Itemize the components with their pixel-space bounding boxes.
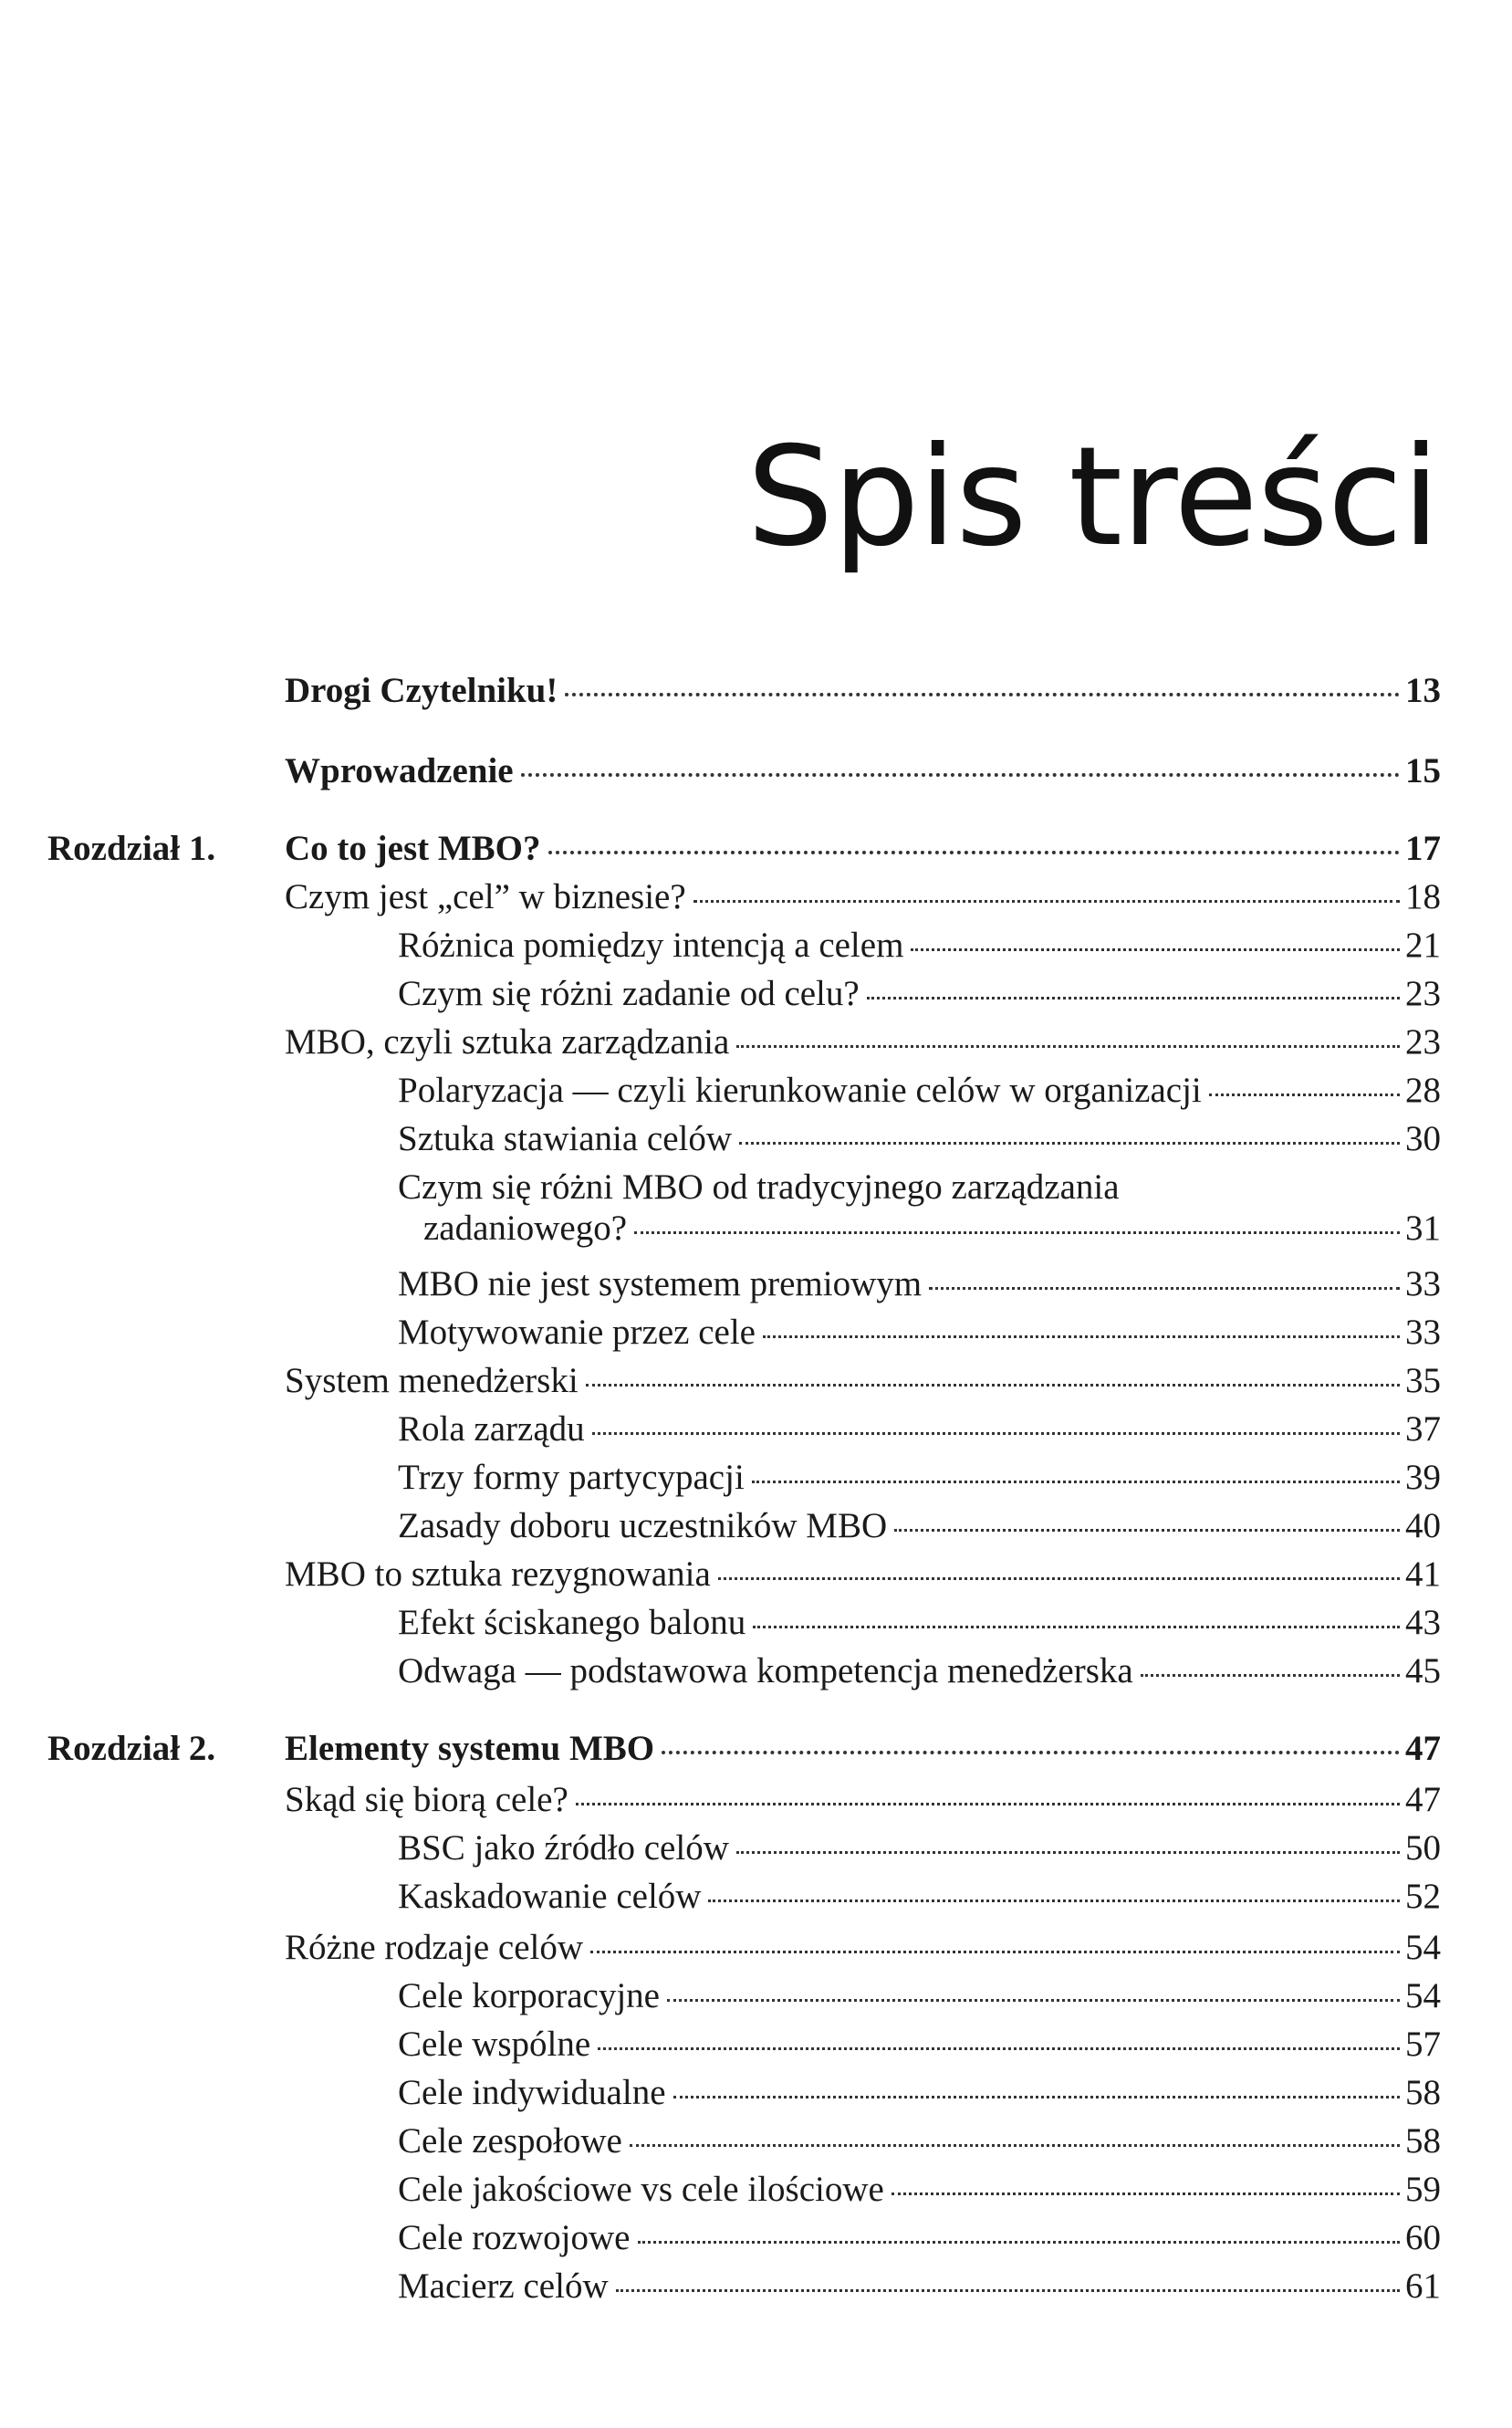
toc-entry[interactable]	[285, 1361, 1441, 1402]
toc-entry-label: Efekt ściskanego balonu	[398, 1603, 746, 1642]
toc-entry[interactable]	[398, 1313, 1441, 1354]
toc-entry[interactable]	[398, 926, 1441, 967]
toc-entry[interactable]	[398, 2073, 1441, 2114]
toc-entry-label: Elementy systemu MBO	[285, 1729, 655, 1768]
toc-entry-label: Cele jakościowe vs cele ilościowe	[398, 2170, 884, 2209]
toc-entry-page: 33	[1405, 1264, 1441, 1303]
leader-dots	[693, 900, 1400, 903]
toc-entry-page: 58	[1405, 2073, 1441, 2112]
toc-entry[interactable]	[398, 1651, 1441, 1692]
chapter-label: Rozdział 2.	[47, 1729, 216, 1768]
toc-entry-page: 23	[1405, 974, 1441, 1013]
toc-entry-label: Kaskadowanie celów	[398, 1877, 702, 1916]
leader-dots	[929, 1287, 1400, 1290]
leader-dots	[911, 948, 1400, 951]
toc-entry-page: 37	[1405, 1409, 1441, 1449]
toc-entry-label: BSC jako źródło celów	[398, 1828, 729, 1868]
toc-chapter-1[interactable]	[285, 829, 1441, 870]
toc-entry-label: Polaryzacja — czyli kierunkowanie celów w organizacji	[398, 1071, 1202, 1110]
toc-entry-label: MBO to sztuka rezygnowania	[285, 1554, 711, 1594]
toc-entry[interactable]	[398, 2121, 1441, 2162]
toc-entry-label: Cele wspólne	[398, 2025, 591, 2064]
toc-entry[interactable]	[398, 1409, 1441, 1450]
toc-entry-page: 50	[1405, 1828, 1441, 1868]
toc-entry-page: 41	[1405, 1554, 1441, 1594]
toc-entry[interactable]	[285, 1554, 1441, 1596]
toc-entry-label: Odwaga — podstawowa kompetencja menedżerska	[398, 1651, 1133, 1690]
toc-entry-label: Cele korporacyjne	[398, 1976, 660, 2015]
toc-entry[interactable]	[398, 1877, 1441, 1918]
toc-entry-page: 15	[1405, 751, 1441, 790]
leader-dots	[667, 1999, 1400, 2002]
leader-dots	[576, 1803, 1400, 1805]
leader-dots	[548, 851, 1400, 854]
leader-dots	[753, 1626, 1400, 1628]
toc-entry-page: 13	[1405, 671, 1441, 710]
toc-entry[interactable]	[398, 1167, 1441, 1250]
toc-entry-page: 40	[1405, 1506, 1441, 1545]
toc-entry-page: 60	[1405, 2218, 1441, 2257]
toc-entry-label: Cele indywidualne	[398, 2073, 666, 2112]
toc-entry-label: Czym jest „cel” w biznesie?	[285, 877, 686, 916]
toc-entry-page: 18	[1405, 877, 1441, 916]
toc-entry-label: Czym się różni zadanie od celu?	[398, 974, 860, 1013]
toc-entry-page: 39	[1405, 1458, 1441, 1497]
toc-entry-label: Cele rozwojowe	[398, 2218, 631, 2257]
toc-entry[interactable]	[398, 2218, 1441, 2259]
leader-dots	[630, 2144, 1400, 2147]
leader-dots	[598, 2047, 1400, 2050]
toc-entry-label: System menedżerski	[285, 1361, 579, 1400]
toc-entry[interactable]	[398, 1071, 1441, 1112]
toc-entry-page: 57	[1405, 2025, 1441, 2064]
toc-entry-page: 47	[1405, 1729, 1441, 1768]
toc-chapter-2[interactable]	[285, 1729, 1441, 1770]
toc-entry-label: Sztuka stawiania celów	[398, 1119, 733, 1158]
toc-entry-label-continued: zadaniowego?	[423, 1208, 628, 1248]
toc-entry-label: Co to jest MBO?	[285, 829, 541, 868]
leader-dots	[634, 1231, 1400, 1234]
toc-entry-label: Drogi Czytelniku!	[285, 671, 558, 710]
toc-entry-page: 35	[1405, 1361, 1441, 1400]
toc-entry[interactable]	[398, 1976, 1441, 2017]
toc-entry-page: 23	[1405, 1022, 1441, 1062]
toc-entry[interactable]	[285, 1022, 1441, 1063]
leader-dots	[739, 1142, 1400, 1145]
toc-entry-label: MBO, czyli sztuka zarządzania	[285, 1022, 730, 1062]
leader-dots	[736, 1851, 1400, 1854]
toc-entry-page: 54	[1405, 1928, 1441, 1967]
toc-entry-page: 17	[1405, 829, 1441, 868]
leader-dots	[894, 1529, 1400, 1532]
leader-dots	[763, 1335, 1400, 1338]
leader-dots	[638, 2241, 1401, 2244]
leader-dots	[867, 997, 1400, 999]
toc-entry-label: Zasady doboru uczestników MBO	[398, 1506, 888, 1545]
toc-entry-label: Czym się różni MBO od tradycyjnego zarządzania	[398, 1167, 1120, 1207]
toc-entry[interactable]	[398, 1828, 1441, 1869]
toc-entry-label: MBO nie jest systemem premiowym	[398, 1264, 923, 1303]
toc-entry-page: 43	[1405, 1603, 1441, 1642]
leader-dots	[1141, 1674, 1400, 1677]
toc-entry-label: Motywowanie przez cele	[398, 1313, 756, 1352]
leader-dots	[718, 1577, 1400, 1580]
toc-entry-page: 58	[1405, 2121, 1441, 2161]
toc-entry-label: Trzy formy partycypacji	[398, 1458, 745, 1497]
leader-dots	[892, 2193, 1400, 2195]
leader-dots	[662, 1751, 1400, 1754]
toc-entry-label: Rola zarządu	[398, 1409, 585, 1449]
toc-entry-page: 45	[1405, 1651, 1441, 1690]
toc-entry-page: 21	[1405, 926, 1441, 965]
toc-entry-label: Różnica pomiędzy intencją a celem	[398, 926, 904, 965]
toc-entry[interactable]	[398, 2025, 1441, 2066]
leader-dots	[1209, 1094, 1400, 1096]
chapter-label: Rozdział 1.	[47, 829, 216, 868]
toc-entry[interactable]	[398, 974, 1441, 1015]
toc-entry-page: 30	[1405, 1119, 1441, 1158]
page-title: Spis treści	[746, 418, 1439, 577]
toc-entry[interactable]	[398, 1458, 1441, 1499]
toc-entry-page: 47	[1405, 1780, 1441, 1819]
leader-dots	[736, 1045, 1400, 1048]
toc-entry[interactable]	[285, 1928, 1441, 1969]
leader-dots	[673, 2096, 1400, 2098]
leader-dots	[616, 2289, 1400, 2292]
toc-entry[interactable]	[398, 1603, 1441, 1644]
leader-dots	[586, 1384, 1400, 1387]
toc-entry-page: 59	[1405, 2170, 1441, 2209]
leader-dots	[752, 1481, 1400, 1483]
toc-entry-label: Wprowadzenie	[285, 751, 514, 790]
toc-entry-label: Skąd się biorą cele?	[285, 1780, 568, 1819]
toc-entry-label: Cele zespołowe	[398, 2121, 622, 2161]
toc-entry-page: 54	[1405, 1976, 1441, 2015]
toc-entry[interactable]	[398, 2266, 1441, 2308]
toc-entry-page: 52	[1405, 1877, 1441, 1916]
leader-dots	[565, 693, 1400, 696]
toc-entry[interactable]	[398, 1119, 1441, 1160]
toc-entry-page: 31	[1405, 1208, 1441, 1248]
leader-dots	[592, 1432, 1400, 1435]
leader-dots	[708, 1899, 1400, 1902]
toc-entry-page: 61	[1405, 2266, 1441, 2306]
toc-entry-drogi-czytelniku[interactable]	[285, 671, 1441, 712]
toc-entry-wprowadzenie[interactable]	[285, 751, 1441, 792]
toc-entry-page: 33	[1405, 1313, 1441, 1352]
leader-dots	[521, 773, 1400, 777]
toc-entry[interactable]	[398, 1506, 1441, 1547]
leader-dots	[590, 1951, 1400, 1953]
toc-entry[interactable]	[398, 2170, 1441, 2211]
toc-entry-label: Różne rodzaje celów	[285, 1928, 584, 1967]
toc-entry-label: Macierz celów	[398, 2266, 609, 2306]
toc-entry-page: 28	[1405, 1071, 1441, 1110]
toc-entry[interactable]	[285, 1780, 1441, 1821]
toc-entry[interactable]	[398, 1264, 1441, 1305]
toc-entry[interactable]	[285, 877, 1441, 918]
